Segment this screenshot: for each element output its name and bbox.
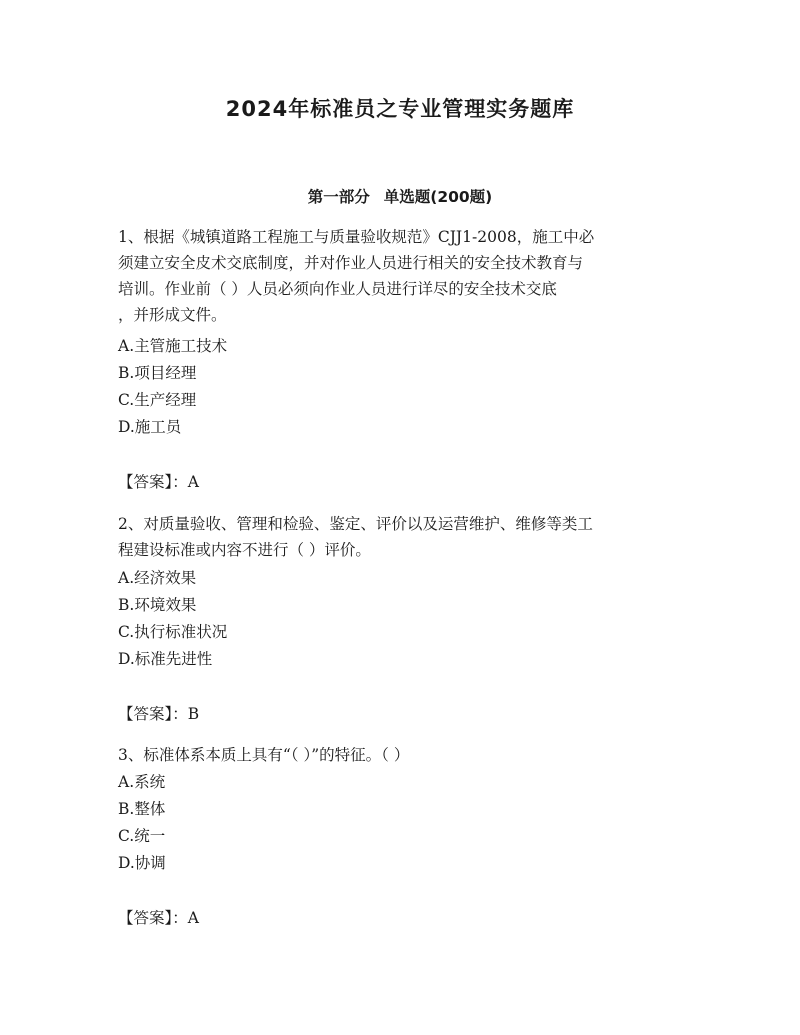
section-heading bbox=[0, 185, 800, 207]
document-title: 2024年标准员之专业管理实务题库 bbox=[225, 97, 575, 121]
stem-line: 程建设标准或内容不进行（ ）评价。 bbox=[118, 541, 371, 559]
option-b: B.环境效果 bbox=[118, 596, 197, 614]
option-a: A.主管施工技术 bbox=[118, 337, 228, 355]
question-stem bbox=[118, 742, 680, 768]
question-stem bbox=[118, 511, 680, 563]
option-c: C.执行标准状况 bbox=[118, 623, 228, 641]
answer-line: 【答案】：B bbox=[118, 705, 200, 723]
section-name: 单选题(200题) bbox=[383, 188, 493, 206]
answer-line: 【答案】：A bbox=[118, 473, 199, 491]
stem-line: ，并形成文件。 bbox=[118, 306, 227, 324]
stem-line: 2、对质量验收、管理和检验、鉴定、评价以及运营维护、维修等类工 bbox=[118, 515, 593, 533]
option-b: B.项目经理 bbox=[118, 364, 197, 382]
option-c: C.生产经理 bbox=[118, 391, 197, 409]
option-a: A.系统 bbox=[118, 773, 166, 791]
option-d: D.施工员 bbox=[118, 418, 182, 436]
section-part: 第一部分 bbox=[307, 188, 370, 206]
option-a: A.经济效果 bbox=[118, 569, 197, 587]
answer-line: 【答案】：A bbox=[118, 909, 199, 927]
stem-line: 3、标准体系本质上具有“（ ）”的特征。（ ） bbox=[118, 746, 410, 764]
option-d: D.标准先进性 bbox=[118, 650, 213, 668]
option-b: B.整体 bbox=[118, 800, 166, 818]
stem-line: 须建立安全皮术交底制度，并对作业人员进行相关的安全技术教育与 bbox=[118, 254, 584, 272]
option-d: D.协调 bbox=[118, 854, 166, 872]
stem-line: 1、根据《城镇道路工程施工与质量验收规范》CJJ1-2008，施工中必 bbox=[118, 228, 595, 246]
stem-line: 培训。作业前（ ）人员必须向作业人员进行详尽的安全技术交底 bbox=[118, 280, 557, 298]
option-c: C.统一 bbox=[118, 827, 166, 845]
question-stem bbox=[118, 224, 680, 328]
